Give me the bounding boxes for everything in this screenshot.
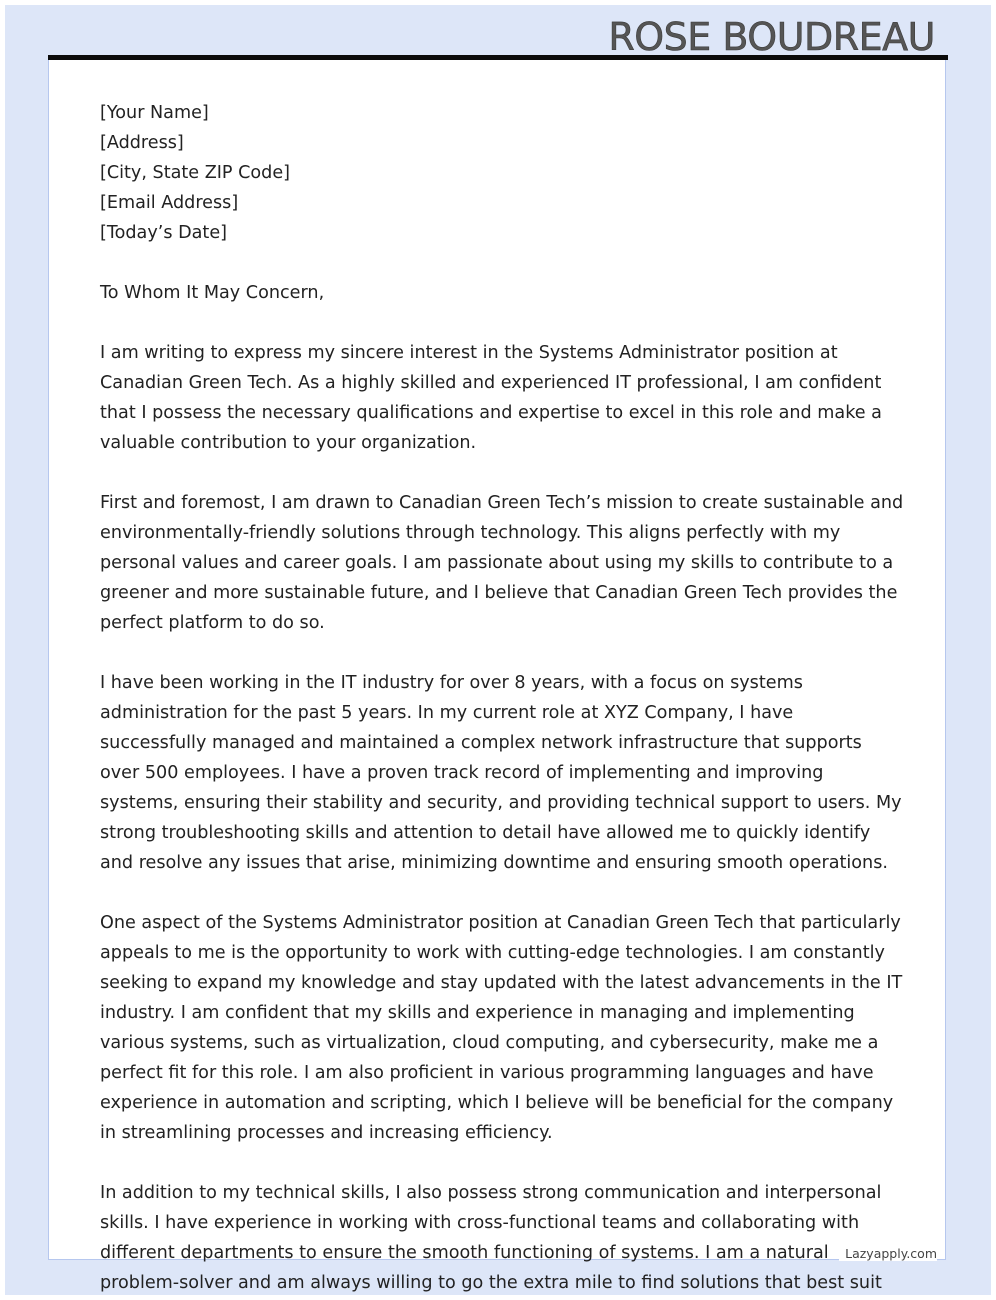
paragraph-experience: I have been working in the IT industry for over 8 years, with a focus on systems administration for the past 5 years. In my current role at XYZ Company, I have successfully managed and maintained a complex network infrastructure that supports over 500 employees. I have a proven track record of implementing and improving systems, ensuring their stability and security, and providing technical support to users. My strong troubleshooting skills and attention to detail have allowed me to quickly identify and resolve any issues that arise, minimizing downtime and ensuring smooth operations. <box>100 673 902 873</box>
salutation: To Whom It May Concern, <box>100 283 325 303</box>
paragraph-mission: First and foremost, I am drawn to Canadian Green Tech’s mission to create sustainable and environmentally-friendly solutions through technology. This aligns perfectly with my personal values and career goals. I am passionate about using my skills to contribute to a greener and more sustainable future, and I believe that Canadian Green Tech provides the perfect platform to do so. <box>100 493 904 633</box>
paragraph-intro: I am writing to express my sincere interest in the Systems Administrator position at Canadian Green Tech. As a highly skilled and experienced IT professional, I am confident that I possess the necessary qualifications and expertise to excel in this role and make a valuable contribution to your organization. <box>100 343 882 453</box>
paragraph-soft-skills: In addition to my technical skills, I also possess strong communication and interpersonal skills. I have experience in working with cross-functional teams and collaborating with different departments to ensure the smooth functioning of systems. I am a natural problem-solver and am always willing to go the extra mile to find solutions that best suit <box>100 1183 882 1293</box>
address-block <box>100 98 904 248</box>
address-line-date: [Today’s Date] <box>100 223 228 243</box>
address-line-street: [Address] <box>100 133 184 153</box>
applicant-name-heading: ROSE BOUDREAU <box>608 15 935 59</box>
letter-body <box>100 98 904 1295</box>
address-line-name: [Your Name] <box>100 103 209 123</box>
paragraph-technologies: One aspect of the Systems Administrator position at Canadian Green Tech that particularly appeals to me is the opportunity to work with cutting-edge technologies. I am constantly seeking to expand my knowledge and stay updated with the latest advancements in the IT industry. I am confident that my skills and experience in managing and implementing various systems, such as virtualization, cloud computing, and cybersecurity, make me a perfect fit for this role. I am also proficient in various programming languages and have experience in automation and scripting, which I believe will be beneficial for the company in streamlining processes and increasing efficiency. <box>100 913 903 1143</box>
address-line-city: [City, State ZIP Code] <box>100 163 291 183</box>
address-line-email: [Email Address] <box>100 193 239 213</box>
watermark-text: Lazyapply.com <box>839 1246 937 1261</box>
document-background <box>5 5 991 1295</box>
